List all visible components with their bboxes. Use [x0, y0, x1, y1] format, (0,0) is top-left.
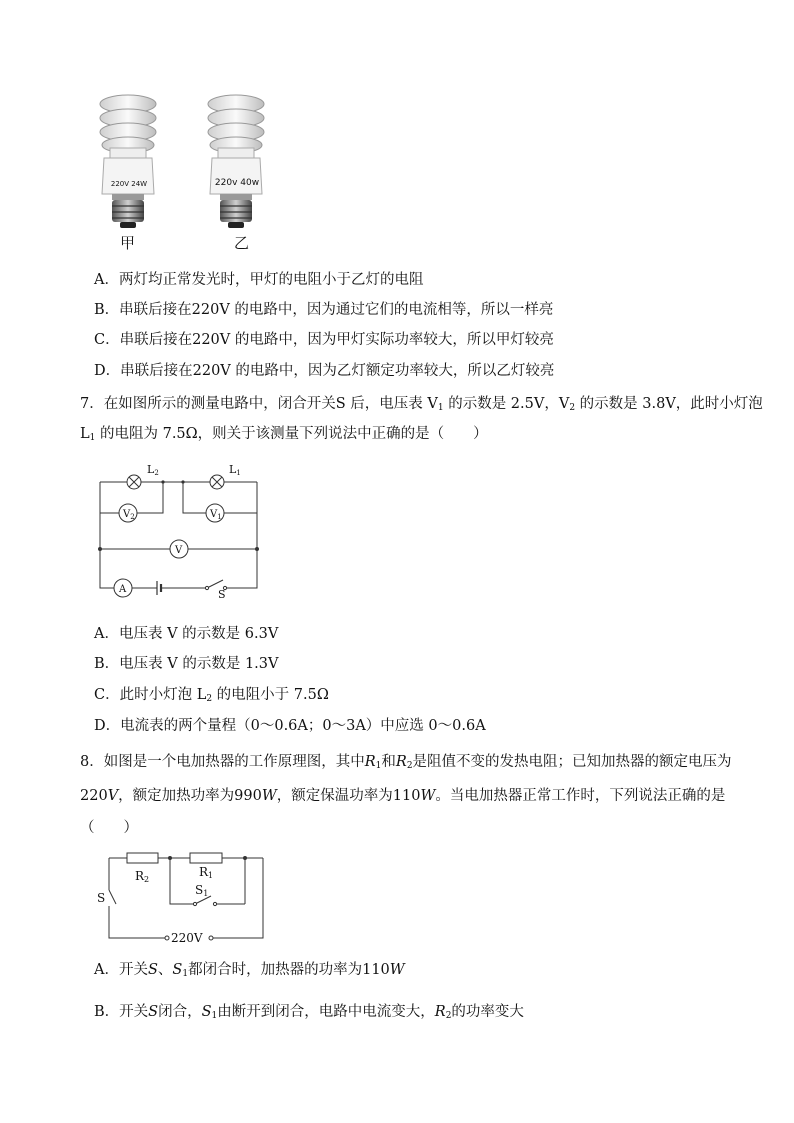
label-v2: $V_2$ — [123, 509, 135, 521]
q7-option-b: B．电压表 V 的示数是 1.3V — [94, 656, 279, 672]
lamp-yi — [208, 95, 264, 228]
label-l2: L2 — [147, 463, 159, 477]
lamp-jia-rating: 220V 24W — [110, 180, 148, 188]
q8-option-a: A．开关S、$S_1$都闭合时，加热器的功率为110W — [94, 962, 405, 979]
label-v: V — [175, 545, 183, 556]
q7-option-c: C．此时小灯泡 $L_2$ 的电阻小于 7.5Ω — [94, 687, 329, 704]
q8-stem-line3: （ ） — [80, 820, 138, 836]
terminal-left — [165, 936, 169, 940]
label-s1: S1 — [195, 883, 209, 898]
lamp-l2-symbol — [127, 475, 141, 489]
q6-option-c: C．串联后接在220V 的电路中，因为甲灯实际功率较大，所以甲灯较亮 — [94, 332, 554, 348]
q6-option-b: B．串联后接在220V 的电路中，因为通过它们的电流相等，所以一样亮 — [94, 302, 554, 318]
q8-stem-line1: 8．如图是一个电加热器的工作原理图，其中$R_1$和$R_2$是阻值不变的发热电阻；已知加热器的额定电压为 — [80, 754, 732, 771]
label-a: A — [119, 584, 127, 595]
q7-option-d: D．电流表的两个量程（0～0.6A；0～3A）中应选 0～0.6A — [94, 718, 486, 734]
label-r2: R2 — [135, 869, 150, 884]
lamp-jia — [100, 95, 156, 228]
lamp-l1-symbol — [210, 475, 224, 489]
label-s: S — [97, 891, 106, 905]
q8-option-b: B．开关S闭合，$S_1$由断开到闭合，电路中电流变大，$R_2$的功率变大 — [94, 1004, 524, 1021]
resistor-r2-symbol — [127, 853, 158, 863]
q7-option-a: A．电压表 V 的示数是 6.3V — [94, 626, 279, 642]
lamp-jia-label: 甲 — [120, 234, 136, 252]
q6-option-d: D．串联后接在220V 的电路中，因为乙灯额定功率较大，所以乙灯较亮 — [94, 363, 555, 379]
q7-circuit-diagram — [95, 460, 270, 600]
lamp-yi-rating: 220v 40w — [214, 178, 260, 188]
q7-stem-line1: 7．在如图所示的测量电路中，闭合开关S 后，电压表 $V_1$ 的示数是 2.5V，$V_2$ 的示数是 3.8V，此时小灯泡 — [80, 396, 763, 413]
lamp-yi-label: 乙 — [234, 234, 250, 252]
label-s: S — [218, 588, 226, 600]
q6-option-a: A．两灯均正常发光时，甲灯的电阻小于乙灯的电阻 — [94, 272, 424, 288]
q8-stem-line2: 220V，额定加热功率为990W，额定保温功率为110W。当电加热器正常工作时，下列说法正确的是 — [80, 788, 726, 804]
resistor-r1-symbol — [190, 853, 222, 863]
label-v1: $V_1$ — [210, 509, 222, 521]
label-r1: R1 — [199, 865, 214, 880]
label-220v: 220V — [171, 931, 203, 945]
terminal-right — [209, 936, 213, 940]
label-l1: L1 — [229, 463, 241, 477]
q8-circuit-diagram — [95, 846, 275, 946]
q7-stem-line2: $L_1$ 的电阻为 7.5Ω，则关于该测量下列说法中正确的是（ ） — [80, 426, 488, 443]
